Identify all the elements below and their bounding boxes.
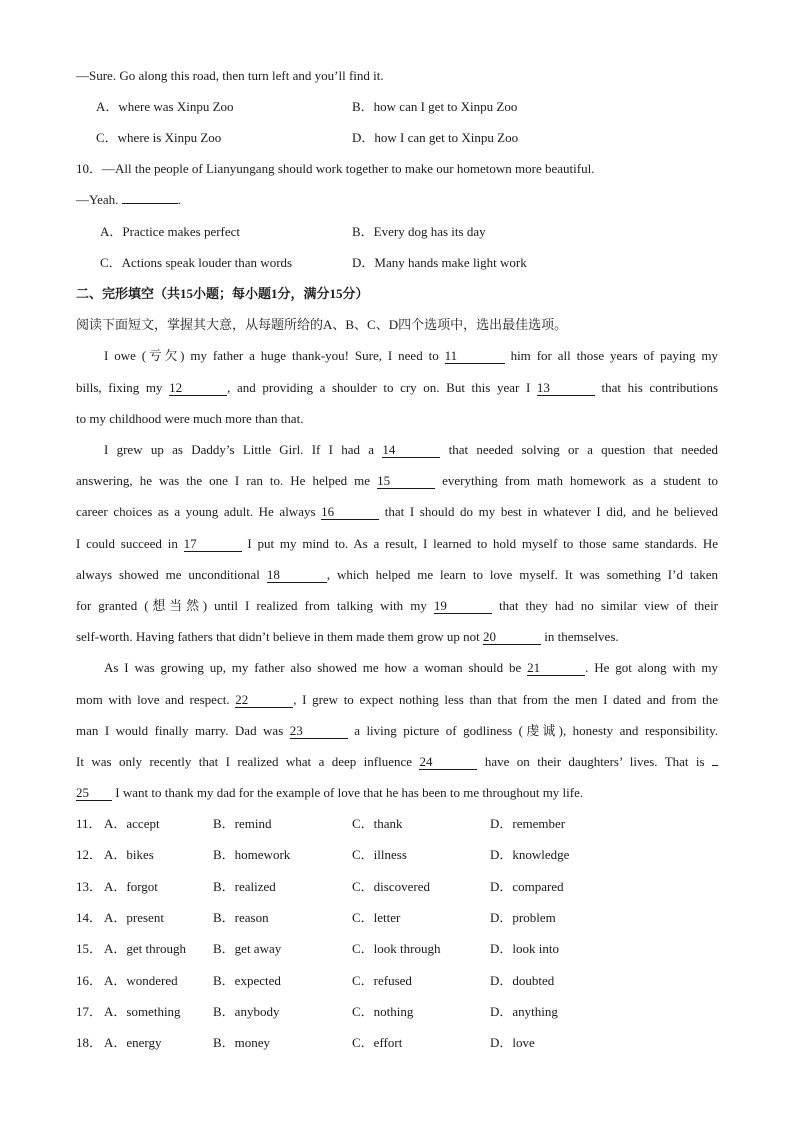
question-number: 15． [76,941,103,956]
option-a: A．energy [104,1035,162,1050]
passage-line-14: It was only recently that I realized what a deep influence 24 have on their daughters’ lives. That is [76,753,718,771]
passage-line-6: career choices as a young adult. He always 16 that I should do my best in whatever I did, and he believed [76,504,719,519]
passage-line-11: As I was growing up, my father also showed me how a woman should be 21 . He got along with my [104,660,719,675]
option-a: A．bikes [104,847,154,862]
option-a: A．get through [104,941,186,956]
passage-line-9: for granted (想当然) until I realized from talking with my 19 that they had no similar view of their [76,598,719,613]
blank-16: 16 [321,504,379,520]
blank-18: 18 [267,567,327,583]
option-b: B．reason [213,910,269,925]
question-number: 18． [76,1035,103,1050]
option-c: C．letter [352,910,401,925]
blank-17: 17 [184,536,242,552]
question-number: 11． [76,816,102,831]
blank-11: 11 [445,348,505,364]
option-d: D．compared [490,879,564,894]
option-c: C．illness [352,847,407,862]
question-number: 14． [76,910,103,925]
option-b: B．get away [213,941,282,956]
q10-blank [122,203,178,204]
passage-line-15: 25 I want to thank my dad for the example of love that he has been to me throughout my life. [76,785,584,800]
blank-14: 14 [382,442,440,458]
passage-line-7: I could succeed in 17 I put my mind to. As a result, I learned to hold myself to those same standards. He [76,536,719,551]
section-title: 二、完形填空（共15小题；每小题1分，满分15分） [76,286,369,301]
q10-option-c: C．Actions speak louder than words [100,255,293,270]
passage-line-2: bills, fixing my 12 , and providing a shoulder to cry on. But this year I 13 that his contributions [76,380,719,395]
option-d: D．remember [490,816,566,831]
passage-line-4: I grew up as Daddy’s Little Girl. If I had a 14 that needed solving or a question that needed [104,442,719,457]
option-a: A．something [104,1004,181,1019]
blank-21: 21 [527,660,585,676]
passage-line-3: to my childhood were much more than that. [76,411,304,426]
option-b: B．remind [213,816,272,831]
q9-option-c: C．where is Xinpu Zoo [96,130,222,145]
q10-option-a: A．Practice makes perfect [100,224,241,239]
passage-line-13: man I would finally marry. Dad was 23 a living picture of godliness (虔诚), honesty and responsibility. [76,723,719,738]
passage-line-12: mom with love and respect. 22 , I grew to expect nothing less than that from the men I dated and from the [76,692,719,707]
question-number: 12． [76,847,103,862]
blank-25: 25 [76,785,112,801]
blank-15: 15 [377,473,435,489]
option-b: B．money [213,1035,271,1050]
passage-line-10: self-worth. Having fathers that didn’t believe in them made them grow up not 20 in themselves. [76,629,619,644]
option-c: C．nothing [352,1004,414,1019]
blank-19: 19 [434,598,492,614]
passage-line-5: answering, he was the one I ran to. He helped me 15 everything from math homework as a student to [76,473,718,488]
q9-option-a: A．where was Xinpu Zoo [96,99,234,114]
blank-20: 20 [483,629,541,645]
blank-22: 22 [235,692,293,708]
option-a: A．present [104,910,164,925]
q10-option-d: D．Many hands make light work [352,255,527,270]
option-c: C．look through [352,941,441,956]
option-c: C．effort [352,1035,403,1050]
passage-line-1: I owe (亏欠) my father a huge thank-you! Sure, I need to 11 him for all those years of paying my [104,348,719,363]
q10-option-b: B．Every dog has its day [352,224,486,239]
option-a: A．wondered [104,973,178,988]
option-d: D．love [490,1035,535,1050]
question-number: 16． [76,973,103,988]
q9-option-b: B．how can I get to Xinpu Zoo [352,99,518,114]
option-b: B．homework [213,847,291,862]
option-a: A．accept [104,816,160,831]
q10-reply [76,191,181,209]
q9-response: —Sure. Go along this road, then turn left and you’ll find it. [76,68,384,83]
q9-option-d: D．how I can get to Xinpu Zoo [352,130,519,145]
q10-stem: 10．—All the people of Lianyungang should work together to make our hometown more beautiful. [76,161,595,176]
blank-24: 24 [419,754,477,770]
question-number: 17． [76,1004,103,1019]
blank-23: 23 [290,723,348,739]
option-c: C．refused [352,973,412,988]
option-b: B．anybody [213,1004,280,1019]
option-d: D．anything [490,1004,558,1019]
q10-reply-prefix: —Yeah. [76,192,122,207]
blank-12: 12 [169,380,227,396]
section-instruction: 阅读下面短文，掌握其大意，从每题所给的A、B、C、D四个选项中，选出最佳选项。 [76,317,568,332]
option-a: A．forgot [104,879,158,894]
option-c: C．thank [352,816,403,831]
option-d: D．problem [490,910,556,925]
q10-reply-suffix: . [177,192,181,207]
passage-line-8: always showed me unconditional 18 , which helped me learn to love myself. It was something I’d taken [76,567,719,582]
blank-25-start [712,765,718,766]
option-b: B．expected [213,973,281,988]
question-number: 13． [76,879,103,894]
option-b: B．realized [213,879,276,894]
option-d: D．doubted [490,973,555,988]
option-c: C．discovered [352,879,430,894]
option-d: D．knowledge [490,847,570,862]
option-d: D．look into [490,941,559,956]
blank-13: 13 [537,380,595,396]
